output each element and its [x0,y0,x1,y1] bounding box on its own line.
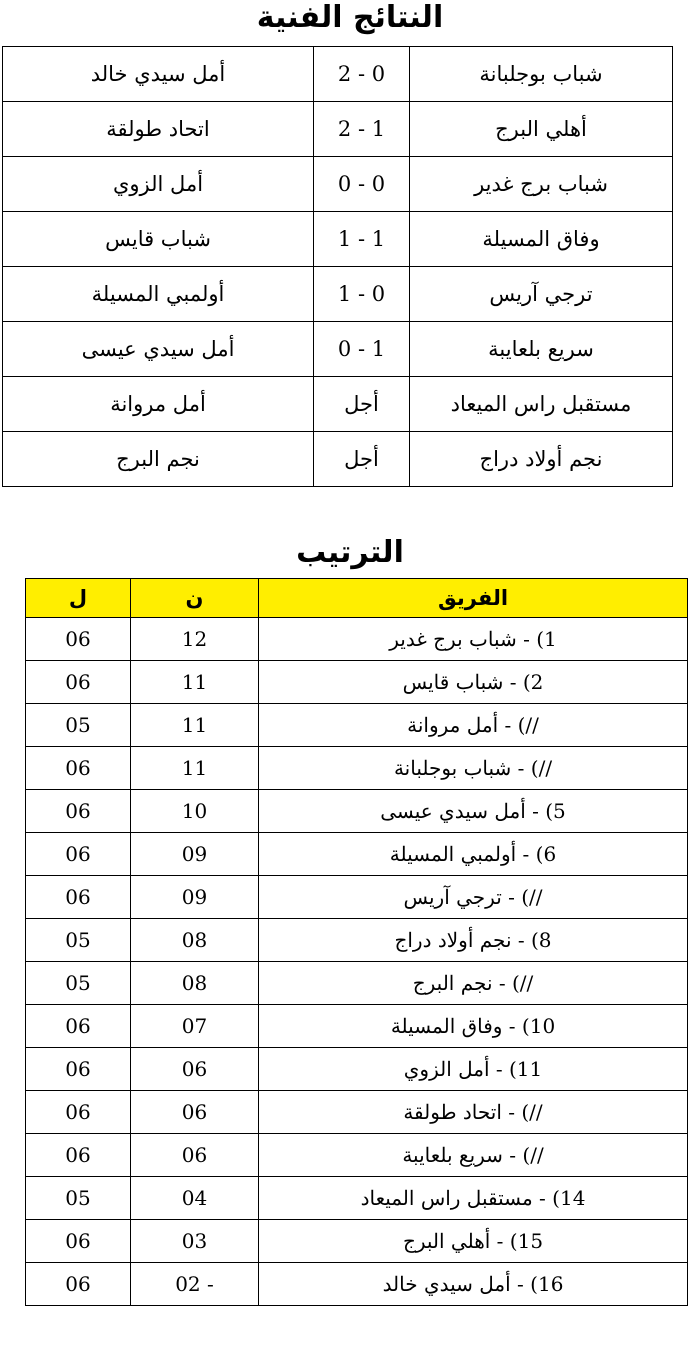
standings-table [25,578,688,1306]
table-row [26,747,688,790]
played-cell: 05 [26,919,131,962]
team-cell: 2) - شباب قايس [259,661,688,704]
team-cell: 14) - مستقبل راس الميعاد [259,1177,688,1220]
team-cell: 15) - أهلي البرج [259,1220,688,1263]
table-row [26,1005,688,1048]
table-row [26,1220,688,1263]
score: 0 - 1 [314,322,410,377]
played-cell: 06 [26,833,131,876]
team-cell: //) - سريع بلعايبة [259,1134,688,1177]
team-cell: //) - ترجي آريس [259,876,688,919]
table-row [26,661,688,704]
home-team: مستقبل راس الميعاد [410,377,673,432]
table-row [26,618,688,661]
team-cell: 6) - أولمبي المسيلة [259,833,688,876]
played-cell: 06 [26,747,131,790]
result-row [3,47,673,102]
table-row [26,704,688,747]
points-cell: 08 [131,919,259,962]
table-row [26,1134,688,1177]
result-row [3,212,673,267]
table-row [26,962,688,1005]
points-cell: 11 [131,704,259,747]
away-team: أمل سيدي عيسى [3,322,314,377]
team-cell: 1) - شباب برج غدير [259,618,688,661]
played-cell: 05 [26,704,131,747]
played-cell: 06 [26,1048,131,1091]
played-cell: 06 [26,661,131,704]
played-cell: 06 [26,790,131,833]
team-cell: //) - اتحاد طولقة [259,1091,688,1134]
played-cell: 06 [26,876,131,919]
team-cell: 11) - أمل الزوي [259,1048,688,1091]
header-played: ل [26,579,131,618]
team-cell: 16) - أمل سيدي خالد [259,1263,688,1306]
played-cell: 06 [26,1091,131,1134]
table-row [26,1177,688,1220]
score: 1 - 1 [314,212,410,267]
result-row [3,267,673,322]
played-cell: 05 [26,1177,131,1220]
away-team: أمل الزوي [3,157,314,212]
result-row [3,322,673,377]
played-cell: 06 [26,1220,131,1263]
team-cell: 10) - وفاق المسيلة [259,1005,688,1048]
points-cell: 10 [131,790,259,833]
points-cell: 06 [131,1091,259,1134]
score: 0 - 0 [314,157,410,212]
score: 1 - 0 [314,267,410,322]
points-cell: 06 [131,1134,259,1177]
table-row [26,1091,688,1134]
away-team: اتحاد طولقة [3,102,314,157]
table-row [26,790,688,833]
team-cell: //) - أمل مروانة [259,704,688,747]
points-cell: 03 [131,1220,259,1263]
team-cell: //) - شباب بوجلبانة [259,747,688,790]
result-row [3,432,673,487]
table-row [26,919,688,962]
played-cell: 06 [26,618,131,661]
table-row [26,1048,688,1091]
away-team: أمل سيدي خالد [3,47,314,102]
team-cell: 8) - نجم أولاد دراج [259,919,688,962]
points-cell: 06 [131,1048,259,1091]
home-team: نجم أولاد دراج [410,432,673,487]
points-cell: 07 [131,1005,259,1048]
points-cell: 08 [131,962,259,1005]
away-team: شباب قايس [3,212,314,267]
home-team: أهلي البرج [410,102,673,157]
away-team: أمل مروانة [3,377,314,432]
home-team: وفاق المسيلة [410,212,673,267]
table-row [26,1263,688,1306]
score: 2 - 1 [314,102,410,157]
home-team: شباب بوجلبانة [410,47,673,102]
results-title: النتائج الفنية [256,0,444,35]
team-cell: 5) - أمل سيدي عيسى [259,790,688,833]
away-team: أولمبي المسيلة [3,267,314,322]
points-cell: 09 [131,833,259,876]
points-cell: 04 [131,1177,259,1220]
standings-title: الترتيب [296,535,404,570]
score: 2 - 0 [314,47,410,102]
points-cell: 09 [131,876,259,919]
standings-header-row [26,579,688,618]
score: أجل [314,377,410,432]
home-team: شباب برج غدير [410,157,673,212]
played-cell: 06 [26,1263,131,1306]
result-row [3,157,673,212]
header-points: ن [131,579,259,618]
results-table [2,46,673,487]
played-cell: 06 [26,1005,131,1048]
table-row [26,833,688,876]
home-team: سريع بلعايبة [410,322,673,377]
result-row [3,102,673,157]
team-cell: //) - نجم البرج [259,962,688,1005]
played-cell: 06 [26,1134,131,1177]
header-team: الفريق [259,579,688,618]
home-team: ترجي آريس [410,267,673,322]
points-cell: 02 - [131,1263,259,1306]
points-cell: 11 [131,661,259,704]
points-cell: 12 [131,618,259,661]
away-team: نجم البرج [3,432,314,487]
played-cell: 05 [26,962,131,1005]
table-row [26,876,688,919]
points-cell: 11 [131,747,259,790]
result-row [3,377,673,432]
score: أجل [314,432,410,487]
